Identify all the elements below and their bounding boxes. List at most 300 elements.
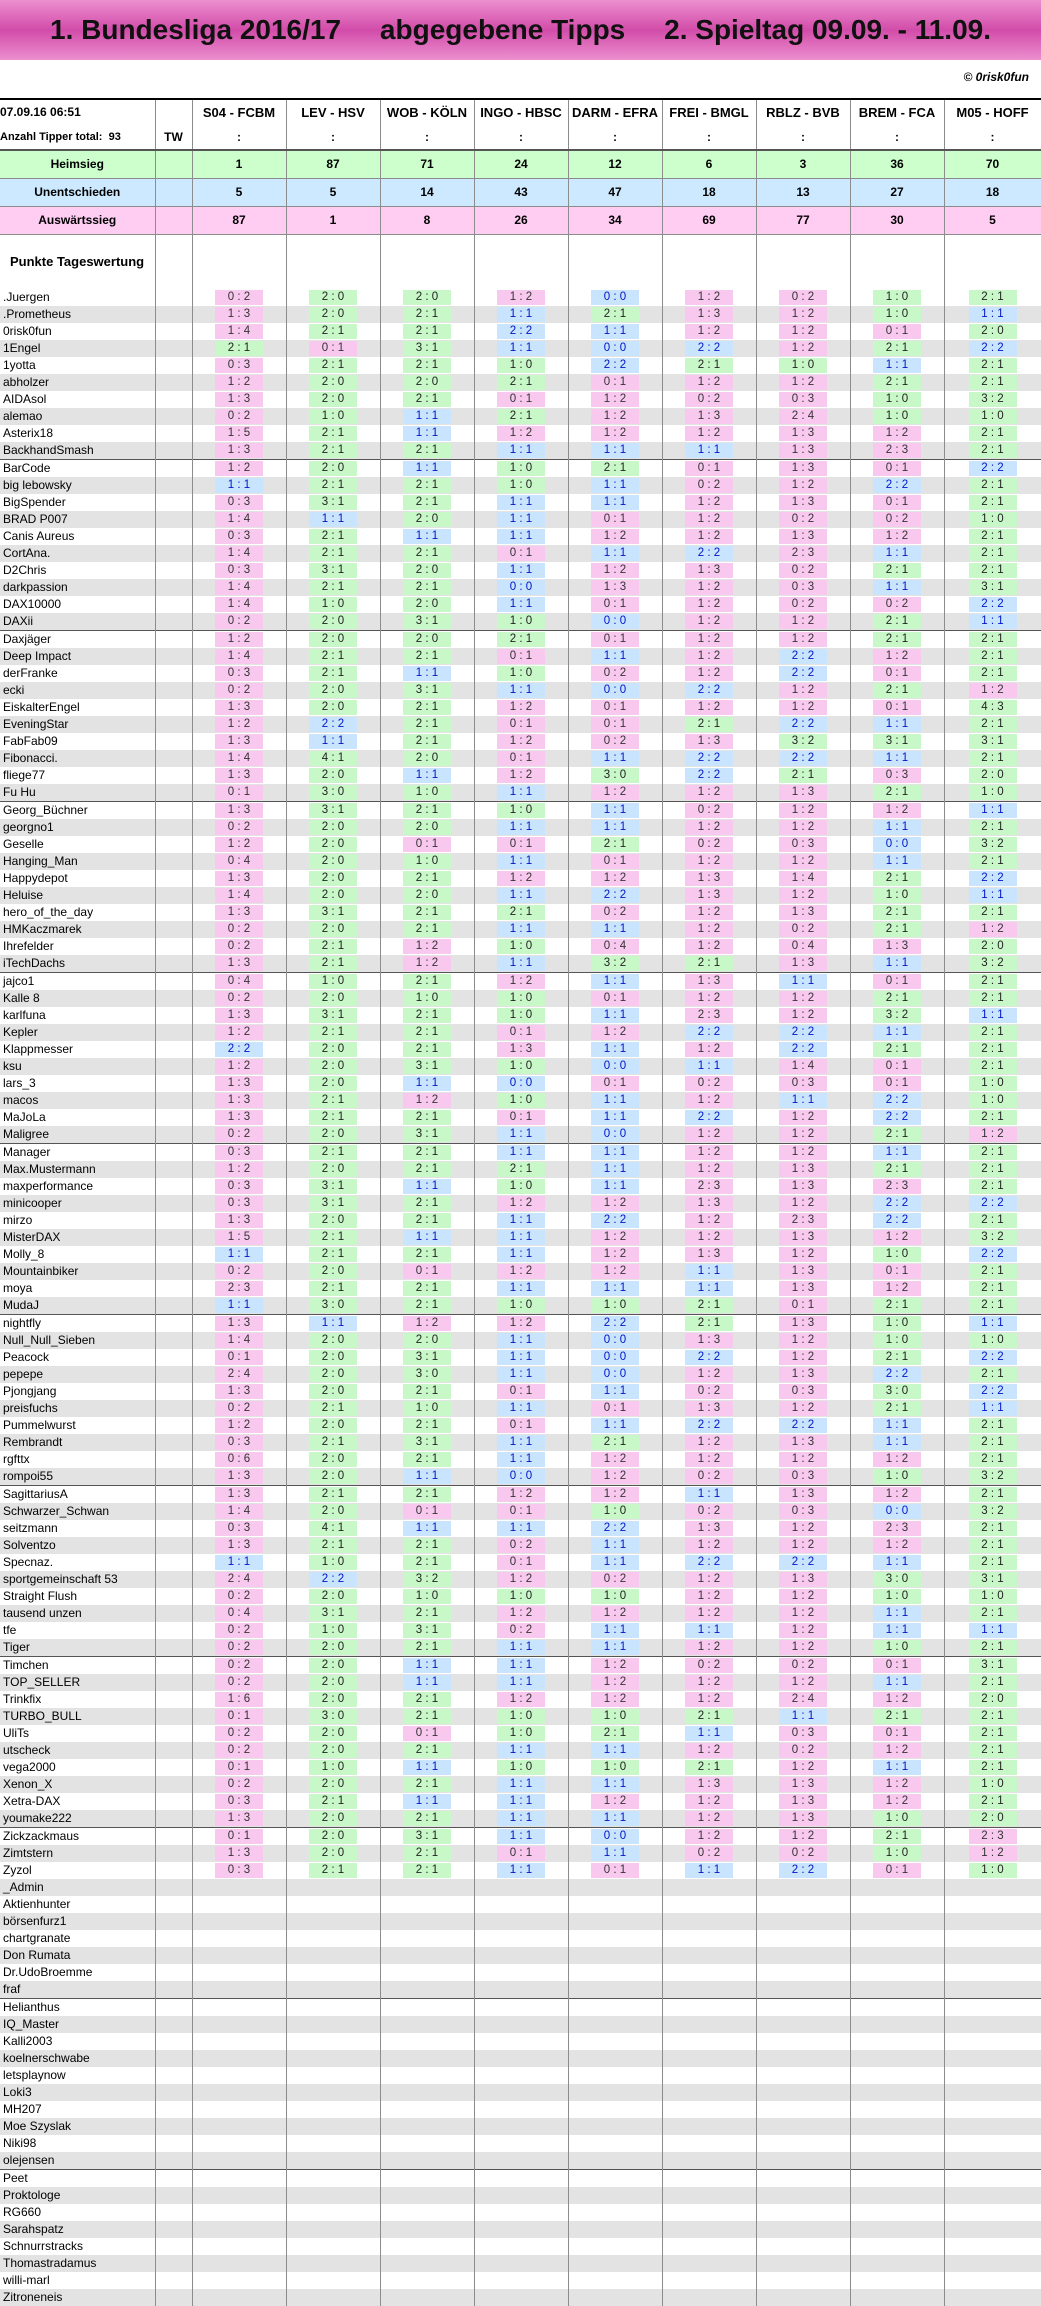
tipper-tw [155,1297,192,1315]
tipp-value: 2 : 2 [969,871,1017,886]
tipper-name: Heluise [0,887,155,904]
tipp-cell [756,1862,850,1879]
punkte-cell [474,235,568,290]
tipp-cell [850,1126,944,1144]
tipp-cell [286,648,380,665]
tipp-value: 1 : 2 [685,1435,733,1450]
tipp-value: 1 : 2 [685,324,733,339]
tipp-cell [474,1674,568,1691]
tipper-name: MisterDAX [0,1229,155,1246]
tipper-tw [155,1759,192,1776]
tipp-value: 1 : 1 [685,443,733,458]
tipp-cell [944,1058,1041,1075]
tipp-value: 0 : 2 [215,1658,263,1673]
tipper-name: BigSpender [0,494,155,511]
tipp-cell [192,1622,286,1639]
tipp-cell [944,1024,1041,1041]
tipp-value: 1 : 3 [215,1110,263,1125]
tipp-value: 1 : 2 [497,1606,545,1621]
tipp-value: 2 : 1 [403,922,451,937]
tipp-value: 1 : 1 [591,443,639,458]
tipp-value: 1 : 2 [779,803,827,818]
table-row [0,1537,1041,1554]
tipp-value: 3 : 1 [403,1350,451,1365]
tipp-cell [192,973,286,991]
tipp-cell [850,699,944,716]
tipp-value: 1 : 2 [873,1777,921,1792]
tipp-value: 2 : 2 [779,649,827,664]
tipp-value: 2 : 1 [685,1760,733,1775]
tipp-cell [944,955,1041,973]
tipp-value: 2 : 1 [403,1384,451,1399]
tipp-cell [756,2118,850,2135]
tipp-cell [380,1622,474,1639]
table-row [0,1776,1041,1793]
tipp-value: 3 : 1 [403,1127,451,1142]
tipp-value: 1 : 3 [779,495,827,510]
tipp-cell [756,767,850,784]
tipp-value: 0 : 0 [497,1076,545,1091]
anzahl-value: 93 [108,131,121,143]
tipp-value: 1 : 0 [309,1760,357,1775]
tipp-value: 1 : 3 [215,734,263,749]
tipp-cell [944,1674,1041,1691]
tipp-cell [944,1263,1041,1280]
tipp-value: 1 : 0 [497,1179,545,1194]
tipper-tw [155,1417,192,1434]
tipp-cell [850,836,944,853]
tipp-cell [662,733,756,750]
tipp-cell [380,1828,474,1846]
auswaertssieg-count: 30 [850,207,944,235]
tipp-value: 1 : 0 [403,854,451,869]
tipp-value: 1 : 3 [685,734,733,749]
tipp-value: 1 : 1 [497,1435,545,1450]
match-result-row [0,125,1041,150]
tipp-cell [380,1109,474,1126]
tipp-value: 1 : 2 [497,974,545,989]
tipp-cell [286,2135,380,2152]
tipp-cell [756,1468,850,1486]
tipp-value: 1 : 4 [215,512,263,527]
tipp-value: 0 : 4 [591,939,639,954]
tipp-cell [662,477,756,494]
tipp-value: 1 : 2 [497,700,545,715]
tipp-cell [192,1537,286,1554]
tipp-value: 2 : 0 [309,1692,357,1707]
tipp-value: 1 : 1 [497,683,545,698]
tipp-value: 1 : 0 [873,409,921,424]
tipp-cell [850,545,944,562]
tipp-cell [380,1058,474,1075]
tipp-value: 1 : 2 [591,785,639,800]
tipp-cell [380,2050,474,2067]
tipp-cell [192,682,286,699]
tipp-cell [944,1828,1041,1846]
table-row [0,2204,1041,2221]
tipp-cell [756,1913,850,1930]
table-row [0,1366,1041,1383]
tipp-value: 2 : 1 [309,324,357,339]
unentschieden-count: 43 [474,179,568,207]
tipp-value: 0 : 2 [685,803,733,818]
tipp-cell [756,460,850,478]
table-row [0,2221,1041,2238]
tipp-cell [568,2033,662,2050]
tipp-cell [380,767,474,784]
unentschieden-row [0,179,1041,207]
tipp-value: 2 : 1 [779,768,827,783]
tipp-cell [474,511,568,528]
tipper-tw [155,1349,192,1366]
tipp-cell [568,2101,662,2118]
tipp-value: 1 : 1 [685,1059,733,1074]
tipper-name: rgfttx [0,1451,155,1468]
tipp-cell [850,306,944,323]
tipp-cell [662,631,756,649]
tipp-value: 1 : 3 [685,1333,733,1348]
tipp-cell [568,1092,662,1109]
tipp-cell [850,784,944,802]
tipp-cell [662,1075,756,1092]
anzahl-label: Anzahl Tipper total: [0,131,103,143]
tipper-name: Fibonacci. [0,750,155,767]
tipp-value: 1 : 1 [873,1435,921,1450]
tipp-cell [380,1810,474,1828]
tipp-cell [474,853,568,870]
tipp-cell [286,2289,380,2306]
tipp-cell [474,767,568,784]
tipp-cell [286,1657,380,1675]
tipp-value: 2 : 0 [309,632,357,647]
tipp-cell [662,648,756,665]
tipper-name: moya [0,1280,155,1297]
tipp-value: 3 : 1 [309,563,357,578]
tipp-value: 2 : 0 [969,324,1017,339]
tipp-cell [756,1229,850,1246]
tipp-cell [756,1588,850,1605]
tipp-cell [850,1400,944,1417]
tipp-value: 1 : 1 [497,1811,545,1826]
table-row [0,802,1041,820]
tipp-value: 2 : 1 [969,1452,1017,1467]
heimsieg-tw [155,150,192,179]
table-row [0,1041,1041,1058]
tipp-cell [662,1332,756,1349]
tipper-name: utscheck [0,1742,155,1759]
tipp-value: 0 : 3 [215,358,263,373]
tipp-value: 2 : 0 [309,1658,357,1673]
tipp-value: 2 : 2 [779,1418,827,1433]
tipper-name: letsplaynow [0,2067,155,2084]
tipp-value: 1 : 2 [591,1487,639,1502]
tipp-cell [192,1041,286,1058]
tipps-table-body [0,99,1041,2306]
table-row [0,1468,1041,1486]
match-header-7: RBLZ - BVB [756,99,850,125]
tipp-value: 1 : 4 [215,324,263,339]
tipp-cell [756,323,850,340]
tipp-value: 1 : 2 [215,1162,263,1177]
match-result-2: : [286,125,380,150]
tipp-value: 1 : 3 [215,1008,263,1023]
tipp-cell [474,1742,568,1759]
tipp-value: 1 : 3 [779,1572,827,1587]
match-header-9: M05 - HOFF [944,99,1041,125]
tipp-value: 0 : 2 [497,1538,545,1553]
tipp-cell [662,990,756,1007]
tipp-cell [850,973,944,991]
tipp-value: 2 : 2 [779,717,827,732]
tipp-value: 2 : 2 [685,1350,733,1365]
tipp-cell [286,1691,380,1708]
table-row [0,767,1041,784]
tipp-cell [944,1007,1041,1024]
tipper-tw [155,1828,192,1846]
tipp-value: 2 : 2 [779,1042,827,1057]
tipper-name: minicooper [0,1195,155,1212]
tipp-cell [380,904,474,921]
tipper-tw [155,1400,192,1417]
tipp-value: 2 : 1 [969,1760,1017,1775]
table-row [0,528,1041,545]
tipps-table [0,98,1041,2306]
tipp-value: 1 : 2 [497,1196,545,1211]
tipp-value: 1 : 1 [591,495,639,510]
tipp-cell [568,2255,662,2272]
tipp-value: 1 : 2 [685,1452,733,1467]
tipp-cell [756,1263,850,1280]
tipp-cell [662,1657,756,1675]
tipp-cell [756,1793,850,1810]
auswaertssieg-label: Auswärtssieg [0,207,155,235]
tipp-value: 1 : 2 [779,1127,827,1142]
tipp-cell [568,1776,662,1793]
tipp-cell [662,528,756,545]
tipper-tw [155,938,192,955]
tipp-cell [286,1246,380,1263]
tipper-tw [155,665,192,682]
tipp-cell [474,836,568,853]
tipp-cell [850,767,944,784]
tipp-cell [474,1024,568,1041]
punkte-cell [192,235,286,290]
tipp-cell [756,1622,850,1639]
tipp-cell [286,1622,380,1639]
tipp-cell [662,1605,756,1622]
tipp-cell [192,716,286,733]
tipp-cell [568,1041,662,1058]
table-row [0,665,1041,682]
table-row [0,955,1041,973]
tipp-value: 2 : 1 [969,375,1017,390]
tipper-name: alemao [0,408,155,425]
tipper-name: Specnaz. [0,1554,155,1571]
tipp-value: 1 : 2 [779,1196,827,1211]
tipp-cell [192,1212,286,1229]
tipper-tw [155,921,192,938]
tipp-cell [944,973,1041,991]
tipper-tw [155,528,192,545]
table-row [0,2272,1041,2289]
tipper-name: BackhandSmash [0,442,155,460]
tipp-cell [756,1195,850,1212]
tipp-value: 2 : 2 [779,751,827,766]
tipp-cell [474,1981,568,1999]
tipper-tw [155,1468,192,1486]
tipp-value: 1 : 1 [873,717,921,732]
tipp-value: 2 : 4 [215,1572,263,1587]
tipp-value: 2 : 2 [685,341,733,356]
tipp-cell [850,2255,944,2272]
tipp-value: 0 : 3 [215,529,263,544]
tipp-cell [474,973,568,991]
tipp-cell [286,1708,380,1725]
tipp-value: 2 : 2 [685,683,733,698]
tipper-tw [155,323,192,340]
tipp-cell [662,2101,756,2118]
tipp-value: 2 : 1 [403,905,451,920]
tipp-value: 2 : 3 [779,546,827,561]
tipp-cell [662,1691,756,1708]
tipp-cell [756,853,850,870]
tipp-value: 1 : 2 [685,495,733,510]
tipp-value: 1 : 2 [779,1350,827,1365]
tipp-value: 1 : 1 [497,820,545,835]
heimsieg-label: Heimsieg [0,150,155,179]
tipp-cell [380,1417,474,1434]
table-row [0,2101,1041,2118]
tipper-name: Sarahspatz [0,2221,155,2238]
tipp-cell [662,2135,756,2152]
tipp-value: 2 : 1 [403,478,451,493]
tipp-value: 1 : 2 [779,1452,827,1467]
table-row [0,2050,1041,2067]
tipp-value: 2 : 1 [969,820,1017,835]
tipp-value: 2 : 2 [969,1384,1017,1399]
tipp-value: 0 : 2 [591,1572,639,1587]
tipp-value: 2 : 1 [403,1281,451,1296]
tipp-cell [944,716,1041,733]
tipp-cell [380,2255,474,2272]
tipp-value: 0 : 2 [779,290,827,305]
tipp-cell [756,1058,850,1075]
tipp-value: 1 : 1 [497,922,545,937]
tipp-cell [474,2204,568,2221]
heimsieg-row [0,150,1041,179]
tipp-cell [944,528,1041,545]
tipp-value: 1 : 2 [873,1692,921,1707]
tipp-cell [662,887,756,904]
tipp-value: 1 : 1 [969,1316,1017,1331]
tipp-cell [192,494,286,511]
tipp-cell [286,1828,380,1846]
tipp-value: 2 : 1 [873,1401,921,1416]
tw-header-blank [155,99,192,125]
tipp-value: 1 : 2 [779,1640,827,1655]
tipp-value: 1 : 2 [215,837,263,852]
table-row [0,374,1041,391]
tipp-cell [192,1554,286,1571]
tipper-name: HMKaczmarek [0,921,155,938]
tipp-cell [474,1862,568,1879]
tipp-value: 1 : 1 [497,1230,545,1245]
tipp-value: 2 : 1 [309,580,357,595]
tipp-cell [944,579,1041,596]
tipp-value: 1 : 1 [873,1623,921,1638]
tipper-name: pepepe [0,1366,155,1383]
tipp-cell [380,699,474,716]
tipp-cell [380,1075,474,1092]
table-row [0,408,1041,425]
tipp-cell [568,631,662,649]
tipp-cell [850,528,944,545]
tipp-cell [944,1315,1041,1333]
tipp-cell [192,836,286,853]
tipp-cell [286,2101,380,2118]
tipp-value: 1 : 1 [497,307,545,322]
tipp-value: 2 : 0 [309,991,357,1006]
tipp-cell [662,2238,756,2255]
tipp-cell [192,1845,286,1862]
tipp-cell [756,1161,850,1178]
tipp-cell [756,1810,850,1828]
tipp-cell [192,699,286,716]
tipp-value: 1 : 4 [215,649,263,664]
tipp-value: 1 : 0 [969,1777,1017,1792]
tipp-value: 1 : 2 [873,649,921,664]
tipp-value: 1 : 2 [873,426,921,441]
tipp-value: 2 : 1 [403,1247,451,1262]
tipp-cell [850,323,944,340]
tipp-value: 1 : 3 [685,1247,733,1262]
table-row [0,391,1041,408]
table-row [0,1126,1041,1144]
tipp-value: 2 : 0 [309,683,357,698]
tipper-tw [155,973,192,991]
match-result-1: : [192,125,286,150]
tipp-value: 1 : 3 [215,1384,263,1399]
tipp-cell [568,2118,662,2135]
tipp-value: 1 : 2 [215,717,263,732]
tipp-cell [756,1674,850,1691]
tipp-cell [756,1486,850,1504]
tipp-cell [286,1332,380,1349]
tipp-value: 0 : 1 [497,717,545,732]
tipp-cell [568,2170,662,2188]
tipp-cell [756,425,850,442]
tipper-name: Kepler [0,1024,155,1041]
tipp-value: 2 : 1 [497,375,545,390]
tipp-cell [944,1708,1041,1725]
tipp-value: 1 : 2 [779,1521,827,1536]
tipp-cell [850,1742,944,1759]
tipp-value: 2 : 2 [591,1316,639,1331]
tipp-cell [850,1383,944,1400]
tipp-cell [380,990,474,1007]
tipp-cell [756,2289,850,2306]
tipp-cell [850,2016,944,2033]
tipp-cell [944,545,1041,562]
tipp-cell [474,1229,568,1246]
tipp-cell [192,374,286,391]
tipp-cell [192,938,286,955]
tipp-cell [662,1486,756,1504]
tipp-value: 0 : 2 [685,1658,733,1673]
tipp-cell [192,1725,286,1742]
tipp-cell [944,1161,1041,1178]
tipp-value: 1 : 2 [779,341,827,356]
